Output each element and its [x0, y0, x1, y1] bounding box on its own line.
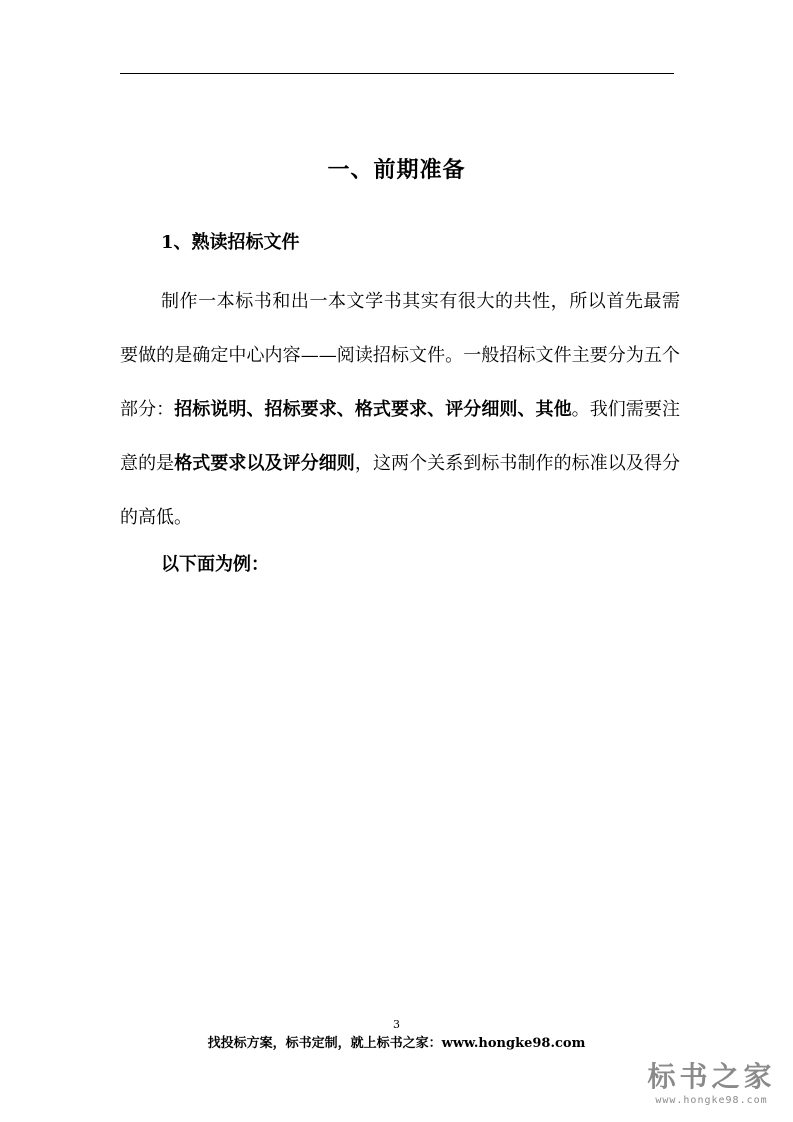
header-rule	[120, 73, 674, 74]
watermark-logo: 标书之家	[647, 1060, 776, 1093]
paragraph-text: 。我们需要注意的是	[120, 399, 681, 474]
section-heading: 1、熟读招标文件	[161, 232, 300, 253]
paragraph-text: 制作一本标书和出一本文学书其实有很大的共性，所以首先最需要做的是确定中心内容——阅读招标文件。一般招标文件主要分为五个部分：	[120, 291, 680, 420]
page-number: 3	[393, 1018, 400, 1031]
footer-text: 找投标方案，标书定制，就上标书之家：www.hongke98.com	[207, 1036, 586, 1051]
watermark	[634, 1060, 789, 1116]
chapter-title: 一、前期准备	[327, 157, 466, 183]
example-line: 以下面为例：	[161, 554, 269, 575]
body-paragraph	[120, 275, 680, 545]
paragraph-bold-parts-list: 招标说明、招标要求、格式要求、评分细则、其他	[174, 399, 572, 420]
paragraph-text: ，这两个关系到标书制作的标准以及得分的高低。	[120, 453, 681, 528]
watermark-url: www.hongke98.com	[655, 1095, 768, 1106]
paragraph-bold-key-items: 格式要求以及评分细则	[174, 453, 355, 474]
